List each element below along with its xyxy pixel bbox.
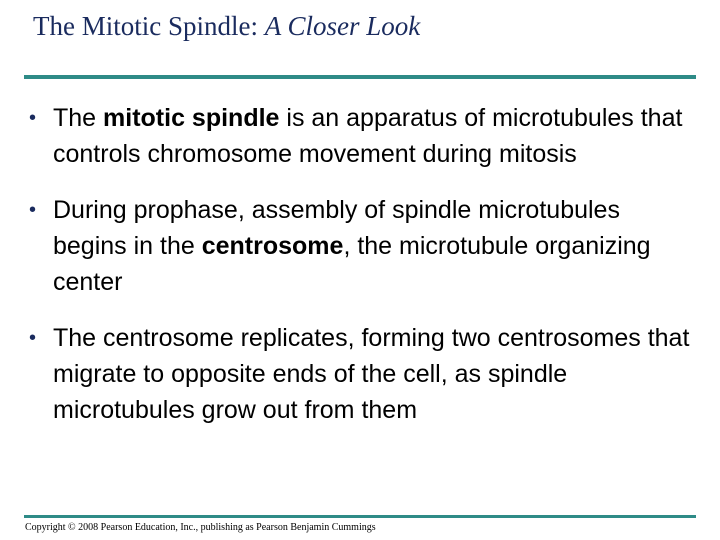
bullet-text: , the microtubule organizing center xyxy=(53,232,651,296)
title-italic: A Closer Look xyxy=(264,11,421,41)
title-divider xyxy=(24,75,696,79)
footer-divider xyxy=(24,515,696,518)
title-main: The Mitotic Spindle: xyxy=(33,11,265,41)
bullet-marker: • xyxy=(29,199,37,221)
bullet-item xyxy=(29,192,699,300)
bullet-text: During prophase, assembly of spindle microtubules begins in the xyxy=(53,196,620,260)
bullet-item xyxy=(29,320,699,428)
bullet-text: The xyxy=(53,104,104,132)
bullet-item xyxy=(29,100,699,172)
bullet-list xyxy=(29,100,699,428)
bullet-text: The centrosome replicates, forming two centrosomes that migrate to opposite ends of the cell, as spindle microtubules grow out from them xyxy=(53,324,690,424)
bullet-term-centrosome: centrosome xyxy=(201,232,344,260)
bullet-term-mitotic-spindle: mitotic spindle xyxy=(103,104,280,132)
bullet-marker: • xyxy=(29,327,37,349)
bullet-marker: • xyxy=(29,107,37,129)
bullet-text: is an apparatus of microtubules that controls chromosome movement during mitosis xyxy=(53,104,683,168)
copyright-text: Copyright © 2008 Pearson Education, Inc., publishing as Pearson Benjamin Cummings xyxy=(25,522,376,533)
slide-title xyxy=(33,9,420,43)
